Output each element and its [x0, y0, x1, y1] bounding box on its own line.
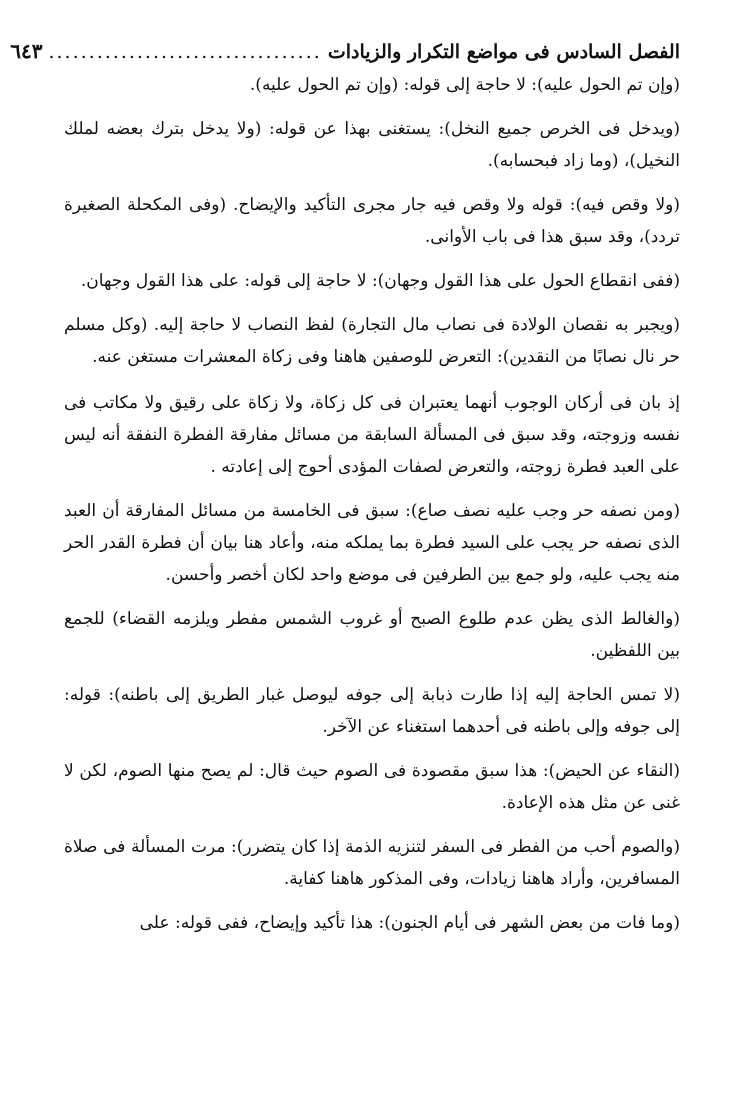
paragraph: (ومن نصفه حر وجب عليه نصف صاع): سبق فى الخامسة من مسائل المفارقة أن العبد الذى نصفه حر يجب على السيد فطرة بما يملكه منه، وأعاد هنا بيان أن فطرة القدر الحر منه يجب عليه، ولو جمع بين الطرفين فى موضع واحد لكان أخصر وأحسن.: [64, 501, 680, 585]
body-text: [64, 69, 680, 939]
paragraph: (ويدخل فى الخرص جميع النخل): يستغنى بهذا عن قوله: (ولا يدخل بترك بعضه لملك النخيل)، (وما زاد فبحسابه).: [64, 119, 680, 171]
paragraph: (ففى انقطاع الحول على هذا القول وجهان): لا حاجة إلى قوله: على هذا القول وجهان.: [80, 271, 680, 291]
paragraph: (ولا وقص فيه): قوله ولا وقص فيه جار مجرى التأكيد والإيضاح. (وفى المكحلة الصغيرة تردد)، وقد سبق هذا فى باب الأوانى.: [64, 195, 680, 247]
paragraph: (والصوم أحب من الفطر فى السفر لتنزيه الذمة إذا كان يتضرر): مرت المسألة فى صلاة المسافرين، وأراد هاهنا زيادات، وفى المذكور هاهنا كفاية.: [64, 837, 680, 889]
page-number: ٦٤٣: [10, 39, 43, 63]
paragraph: (لا تمس الحاجة إليه إذا طارت ذبابة إلى جوفه ليوصل غبار الطريق إلى باطنه): قوله: إلى جوفه وإلى باطنه فى أحدهما استغناء عن الآخر.: [64, 685, 680, 737]
paragraph: (وما فات من بعض الشهر فى أيام الجنون): هذا تأكيد وإيضاح، ففى قوله: على: [139, 913, 680, 933]
chapter-title: الفصل السادس فى مواضع التكرار والزيادات: [327, 41, 680, 63]
paragraph: إذ بان فى أركان الوجوب أنهما يعتبران فى كل زكاة، ولا زكاة على رقيق ولا مكاتب فى نفسه وزوجته، وقد سبق فى المسألة السابقة من مسائل مفارقة الفطرة النفقة أنه ليس على العبد فطرة زوجته، والتعرض لصفات المؤدى أحوج إلى إعادته .: [64, 393, 680, 477]
paragraph: (وإن تم الحول عليه): لا حاجة إلى قوله: (وإن تم الحول عليه).: [249, 75, 680, 95]
paragraph: (النقاء عن الحيض): هذا سبق مقصودة فى الصوم حيث قال: لم يصح منها الصوم، لكن لا غنى عن مثل هذه الإعادة.: [64, 761, 680, 813]
paragraph: (والغالط الذى يظن عدم طلوع الصبح أو غروب الشمس مفطر ويلزمه القضاء) للجمع بين اللفظين.: [64, 609, 680, 661]
running-header: [10, 36, 680, 67]
paragraph: (ويجبر به نقصان الولادة فى نصاب مال التجارة) لفظ النصاب لا حاجة إليه. (وكل مسلم حر نال نصابًا من النقدين): التعرض للوصفين هاهنا وفى زكاة المعشرات مستغن عنه.: [64, 315, 680, 367]
header-leader-dots: ..................................: [48, 41, 322, 63]
